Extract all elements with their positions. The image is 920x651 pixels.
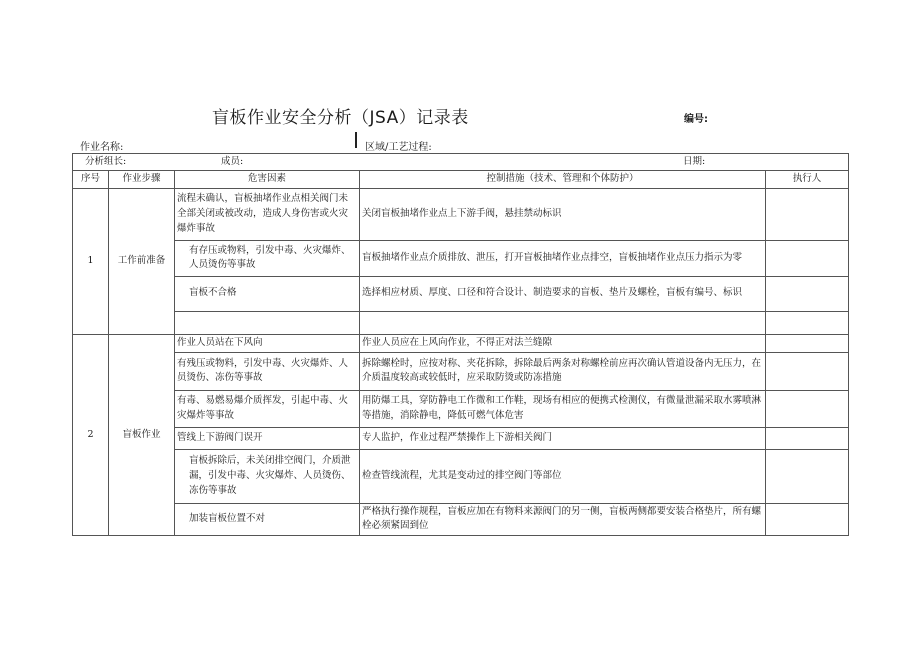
- date-label: 日期:: [683, 156, 706, 167]
- executor-cell[interactable]: [766, 503, 849, 535]
- hazard-cell: 有毒、易燃易爆介质挥发，引起中毒、火灾爆炸等事故: [175, 390, 360, 427]
- hazard-cell: 流程未确认，盲板抽堵作业点相关阀门未全部关闭或被改动，造成人身伤害或火灾爆炸事故: [175, 188, 360, 240]
- executor-cell[interactable]: [766, 311, 849, 334]
- step-name: 工作前准备: [109, 188, 175, 334]
- document-code-label: 编号:: [684, 114, 708, 125]
- table-row: [73, 449, 849, 503]
- table-row: [73, 390, 849, 427]
- info-row: [73, 154, 849, 171]
- hazard-cell: 有残压或物料，引发中毒、火灾爆炸、人员烫伤、冻伤等事故: [175, 352, 360, 390]
- measure-cell: 拆除螺栓时，应按对称、夹花拆除，拆除最后两条对称螺栓前应再次确认管道设备内无压力，在介质温度较高或较低时，应采取防烫或防冻措施: [360, 352, 766, 390]
- leader-label: 分析组长:: [85, 156, 127, 167]
- field-divider-mark: [355, 132, 357, 148]
- table-row: [73, 311, 849, 334]
- executor-cell[interactable]: [766, 449, 849, 503]
- table-row: [73, 503, 849, 535]
- hazard-cell: 盲板拆除后，未关闭排空阀门，介质泄漏，引发中毒、火灾爆炸、人员烫伤、冻伤等事故: [175, 449, 360, 503]
- document-title: 盲板作业安全分析（JSA）记录表: [212, 108, 469, 128]
- hazard-cell: [175, 311, 360, 334]
- header-step: 作业步骤: [109, 171, 175, 189]
- area-label: 区域/工艺过程:: [365, 142, 432, 153]
- measure-cell: 作业人员应在上风向作业，不得正对法兰缝隙: [360, 334, 766, 352]
- executor-cell[interactable]: [766, 427, 849, 449]
- table-row: [73, 334, 849, 352]
- measure-cell: [360, 311, 766, 334]
- hazard-cell: 有存压或物料，引发中毒、火灾爆炸、人员烫伤等事故: [175, 240, 360, 276]
- measure-cell: 选择相应材质、厚度、口径和符合设计、制造要求的盲板、垫片及螺栓，盲板有编号、标识: [360, 276, 766, 311]
- hazard-cell: 加装盲板位置不对: [175, 503, 360, 535]
- step-number: 2: [73, 334, 109, 535]
- executor-cell[interactable]: [766, 390, 849, 427]
- table-header-row: [73, 171, 849, 189]
- measure-cell: 严格执行操作规程，盲板应加在有物料来源阀门的另一侧，盲板两侧都要安装合格垫片，所有螺栓必须紧固到位: [360, 503, 766, 535]
- executor-cell[interactable]: [766, 240, 849, 276]
- measure-cell: 盲板抽堵作业点介质排放、泄压，打开盲板抽堵作业点排空，盲板抽堵作业点压力指示为零: [360, 240, 766, 276]
- executor-cell[interactable]: [766, 276, 849, 311]
- step-name: 盲板作业: [109, 334, 175, 535]
- measure-cell: 检查管线流程，尤其是变动过的排空阀门等部位: [360, 449, 766, 503]
- table-row: [73, 276, 849, 311]
- measure-cell: 用防爆工具，穿防静电工作微和工作鞋，现场有相应的便携式检测仪，有微量泄漏采取水雾喷淋等措施，消除静电，降低可燃气体危害: [360, 390, 766, 427]
- table-row: [73, 240, 849, 276]
- measure-cell: 专人监护，作业过程严禁操作上下游相关阀门: [360, 427, 766, 449]
- info-cell: [73, 154, 849, 171]
- measure-cell: 关闭盲板抽堵作业点上下游手阀，悬挂禁动标识: [360, 188, 766, 240]
- header-hazard: 危害因素: [175, 171, 360, 189]
- executor-cell[interactable]: [766, 188, 849, 240]
- step-number: 1: [73, 188, 109, 334]
- hazard-cell: 作业人员站在下风向: [175, 334, 360, 352]
- header-executor: 执行人: [766, 171, 849, 189]
- jsa-table: [72, 153, 849, 536]
- table-row: [73, 352, 849, 390]
- executor-cell[interactable]: [766, 334, 849, 352]
- members-label: 成员:: [221, 156, 244, 167]
- table-row: [73, 188, 849, 240]
- hazard-cell: 盲板不合格: [175, 276, 360, 311]
- header-measure: 控制措施（技术、管理和个体防护）: [360, 171, 766, 189]
- header-no: 序号: [73, 171, 109, 189]
- executor-cell[interactable]: [766, 352, 849, 390]
- job-name-label: 作业名称:: [80, 142, 124, 153]
- table-row: [73, 427, 849, 449]
- hazard-cell: 管线上下游阀门误开: [175, 427, 360, 449]
